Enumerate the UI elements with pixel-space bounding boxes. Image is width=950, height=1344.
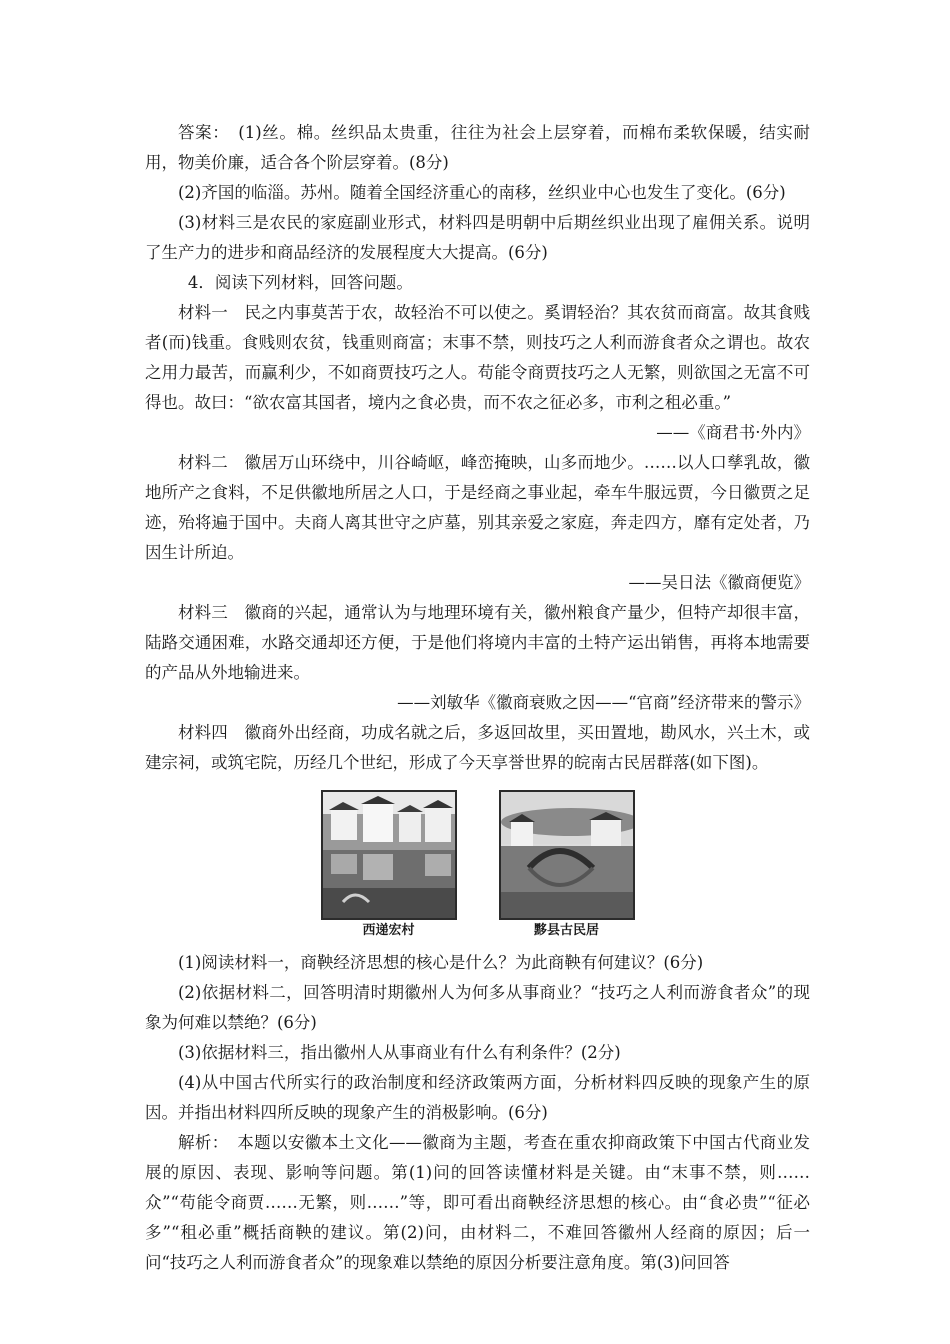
material-3: 材料三 徽商的兴起，通常认为与地理环境有关，徽州粮食产量少，但特产却很丰富，陆路交通困难，水路交通却还方便，于是他们将境内丰富的土特产运出销售，再将本地需要的产品从外地输进来。 (145, 603, 810, 682)
question-4-3: (3)依据材料三，指出徽州人从事商业有什么有利条件？(2分) (178, 1043, 621, 1062)
village-photos (145, 790, 810, 940)
question-4-4: (4)从中国古代所实行的政治制度和经济政策两方面，分析材料四反映的现象产生的原因。并指出材料四所反映的现象产生的消极影响。(6分) (145, 1073, 810, 1122)
answer-paragraph-1: 答案： (1)丝。棉。丝织品太贵重，往往为社会上层穿着，而棉布柔软保暖，结实耐用，物美价廉，适合各个阶层穿着。(8分) (145, 123, 810, 172)
material-4: 材料四 徽商外出经商，功成名就之后，多返回故里，买田置地，勘风水，兴土木，或建宗祠，或筑宅院，历经几个世纪，形成了今天享誉世界的皖南古民居群落(如下图)。 (145, 723, 810, 772)
material-1-source: ——《商君书·外内》 (656, 423, 810, 442)
question-4-2: (2)依据材料二，回答明清时期徽州人为何多从事商业？“技巧之人利而游食者众”的现象为何难以禁绝？(6分) (145, 983, 810, 1032)
photo-left-caption: 西递宏村 (362, 923, 415, 938)
material-1: 材料一 民之内事莫苦于农，故轻治不可以使之。奚谓轻治？其农贫而商富。故其食贱者(而)钱重。食贱则农贫，钱重则商富；末事不禁，则技巧之人利而游食者众之谓也。故农之用力最苦，而赢利少，不如商贾技巧之人。苟能令商贾技巧之人无繁，则欲国之无富不可得也。故曰：“欲农富其国者，境内之食必贵，而不农之征必多，市利之租必重。” (145, 303, 810, 412)
question-4-1: (1)阅读材料一，商鞅经济思想的核心是什么？为此商鞅有何建议？(6分) (178, 953, 704, 972)
material-2-source: ——吴日法《徽商便览》 (628, 573, 810, 592)
yixian-residence-photo (499, 790, 635, 920)
material-2: 材料二 徽居万山环绕中，川谷崎岖，峰峦掩映，山多而地少。……以人口孳乳故，徽地所产之食料，不足供徽地所居之人口，于是经商之事业起，牵车牛服远贾，今日徽贾之足迹，殆将遍于国中。夫商人离其世守之庐墓，别其亲爱之家庭，奔走四方，靡有定处者，乃因生计所迫。 (145, 453, 810, 562)
photo-right (499, 790, 635, 940)
answer-paragraph-3: (3)材料三是农民的家庭副业形式，材料四是明朝中后期丝织业出现了雇佣关系。说明了生产力的进步和商品经济的发展程度大大提高。(6分) (145, 213, 810, 262)
material-3-source: ——刘敏华《徽商衰败之因——“官商”经济带来的警示》 (397, 693, 810, 712)
answer-paragraph-2: (2)齐国的临淄。苏州。随着全国经济重心的南移，丝织业中心也发生了变化。(6分) (178, 183, 786, 202)
analysis-paragraph: 解析： 本题以安徽本土文化——徽商为主题，考查在重农抑商政策下中国古代商业发展的原因、表现、影响等问题。第(1)问的回答读懂材料是关键。由“末事不禁，则……众”“苟能令商贾……无繁，则……”等，即可看出商鞅经济思想的核心。由“食必贵”“征必多”“租必重”概括商鞅的建议。第(2)问，由材料二，不难回答徽州人经商的原因；后一问“技巧之人利而游食者众”的现象难以禁绝的原因分析要注意角度。第(3)问回答 (145, 1133, 810, 1272)
xidi-hongcun-photo (321, 790, 457, 920)
question-4-title: 4．阅读下列材料，回答问题。 (187, 273, 413, 292)
document-page (145, 118, 810, 1278)
photo-left (321, 790, 457, 940)
photo-right-caption: 黟县古民居 (533, 923, 599, 938)
